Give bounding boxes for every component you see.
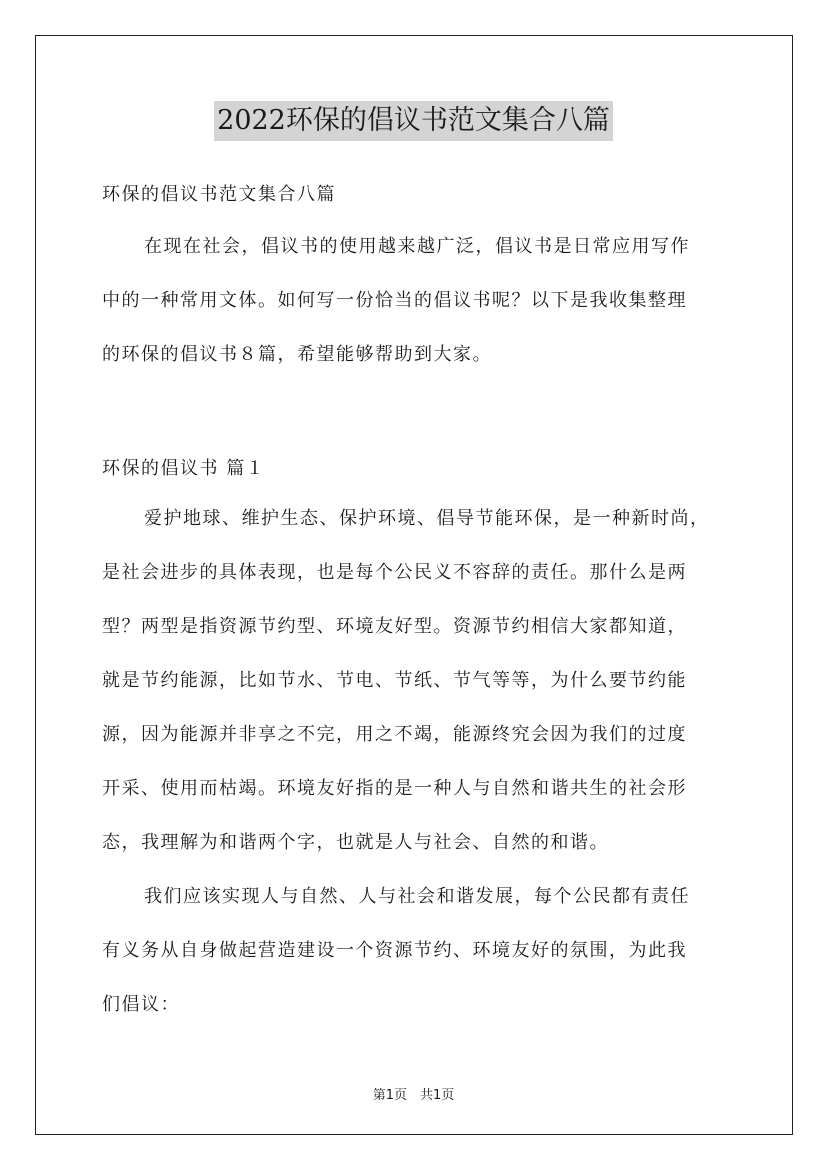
paragraph-line: 爱护地球、维护生态、保护环境、倡导节能环保，是一种新时尚，	[144, 508, 710, 529]
document-subtitle: 环保的倡议书范文集合八篇	[102, 184, 336, 205]
intro-line: 中的一种常用文体。如何写一份恰当的倡议书呢？以下是我收集整理	[102, 290, 687, 311]
paragraph-line: 我们应该实现人与自然、人与社会和谐发展，每个公民都有责任	[144, 886, 690, 907]
section-heading: 环保的倡议书 篇１	[102, 458, 266, 479]
document-title: 2022环保的倡议书范文集合八篇	[214, 101, 613, 141]
paragraph-line: 开采、使用而枯竭。环境友好指的是一种人与自然和谐共生的社会形	[102, 778, 687, 799]
title-container	[0, 101, 827, 141]
page-footer: 第1页 共1页	[372, 1088, 455, 1103]
paragraph-line: 型？两型是指资源节约型、环境友好型。资源节约相信大家都知道，	[102, 616, 687, 637]
intro-line: 在现在社会，倡议书的使用越来越广泛，倡议书是日常应用写作	[144, 236, 690, 257]
intro-line: 的环保的倡议书８篇，希望能够帮助到大家。	[102, 344, 492, 365]
paragraph-line: 们倡议：	[102, 994, 180, 1015]
intro-paragraph	[102, 220, 732, 382]
paragraph-line: 态，我理解为和谐两个字，也就是人与社会、自然的和谐。	[102, 832, 609, 853]
section1-paragraph2	[102, 870, 732, 1032]
paragraph-line: 就是节约能源，比如节水、节电、节纸、节气等等，为什么要节约能	[102, 670, 687, 691]
paragraph-line: 有义务从自身做起营造建设一个资源节约、环境友好的氛围，为此我	[102, 940, 687, 961]
section1-paragraph1	[102, 492, 732, 870]
paragraph-line: 源，因为能源并非享之不完，用之不竭，能源终究会因为我们的过度	[102, 724, 687, 745]
paragraph-line: 是社会进步的具体表现，也是每个公民义不容辞的责任。那什么是两	[102, 562, 687, 583]
